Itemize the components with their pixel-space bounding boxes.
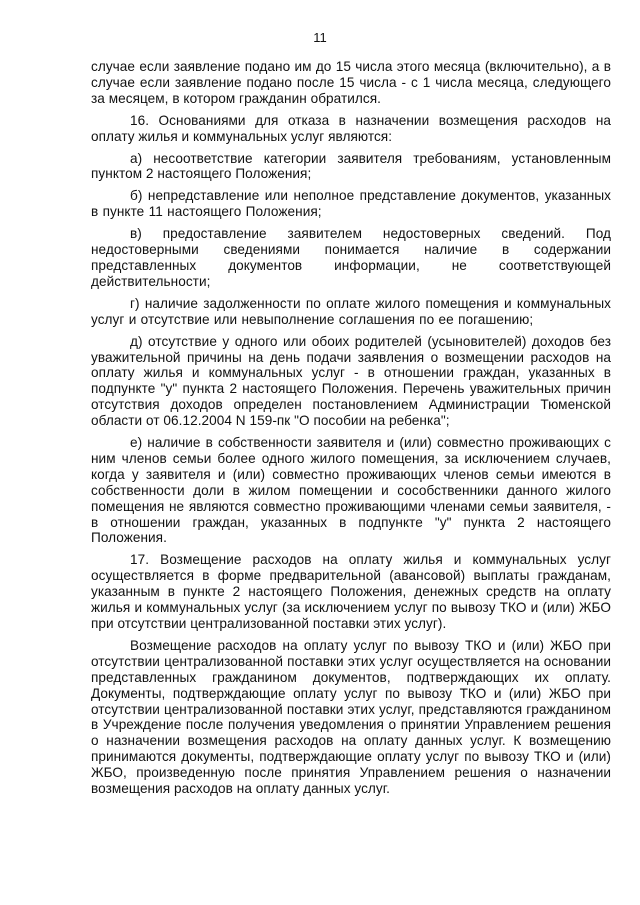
- document-body: [91, 59, 611, 803]
- paragraph-subclause-e: е) наличие в собственности заявителя и (или) совместно проживающих с ним членов семьи более одного жилого помещения, за исключением случаев, когда у заявителя и (или) совместно проживающих членов семьи имеются в собственности доли в жилом помещении и сособственники данного жилого помещения не являются совместно проживающими членами семьи заявителя, - в отношении граждан, указанных в подпункте "у" пункта 2 настоящего Положения.: [91, 435, 611, 546]
- paragraph-subclause-d: д) отсутствие у одного или обоих родителей (усыновителей) доходов без уважительной причины на день подачи заявления о возмещении расходов на оплату жилья и коммунальных услуг - в отношении граждан, указанных в подпункте "у" пункта 2 настоящего Положения. Перечень уважительных причин отсутствия доходов определен постановлением Администрации Тюменской области от 06.12.2004 N 159-пк "О пособии на ребенка";: [91, 333, 611, 429]
- paragraph-subclause-g: г) наличие задолженности по оплате жилого помещения и коммунальных услуг и отсутствие или невыполнение соглашения по ее погашению;: [91, 295, 611, 327]
- paragraph-clause-16: 16. Основаниями для отказа в назначении возмещения расходов на оплату жилья и коммунальных услуг являются:: [91, 112, 611, 144]
- page-number: 11: [313, 30, 327, 45]
- paragraph-continuation: случае если заявление подано им до 15 числа этого месяца (включительно), а в случае если заявление подано после 15 числа - с 1 числа месяца, следующего за месяцем, в котором гражданин обратился.: [91, 59, 611, 106]
- paragraph-subclause-v: в) предоставление заявителем недостоверных сведений. Под недостоверными сведениями понимается наличие в содержании представленных документов информации, не соответствующей действительности;: [91, 226, 611, 289]
- paragraph-tko-zhbo: Возмещение расходов на оплату услуг по вывозу ТКО и (или) ЖБО при отсутствии централизованной поставки этих услуг осуществляется на основании представленных гражданином документов, подтверждающих их оплату. Документы, подтверждающие оплату услуг по вывозу ТКО и (или) ЖБО при отсутствии централизованной поставки этих услуг, представляются гражданином в Учреждение после получения уведомления о принятии Управлением решения о назначении возмещения расходов на оплату данных услуг. К возмещению принимаются документы, подтверждающие оплату услуг по вывозу ТКО и (или) ЖБО, произведенную после принятия Управлением решения о назначении возмещения расходов на оплату данных услуг.: [91, 637, 611, 797]
- paragraph-subclause-a: а) несоответствие категории заявителя требованиям, установленным пунктом 2 настоящего Положения;: [91, 150, 611, 182]
- paragraph-clause-17: 17. Возмещение расходов на оплату жилья и коммунальных услуг осуществляется в форме предварительной (авансовой) выплаты гражданам, указанным в пункте 2 настоящего Положения, денежных средств на оплату жилья и коммунальных услуг (за исключением услуг по вывозу ТКО и (или) ЖБО при отсутствии централизованной поставки этих услуг).: [91, 552, 611, 631]
- paragraph-subclause-b: б) непредставление или неполное представление документов, указанных в пункте 11 настоящего Положения;: [91, 188, 611, 220]
